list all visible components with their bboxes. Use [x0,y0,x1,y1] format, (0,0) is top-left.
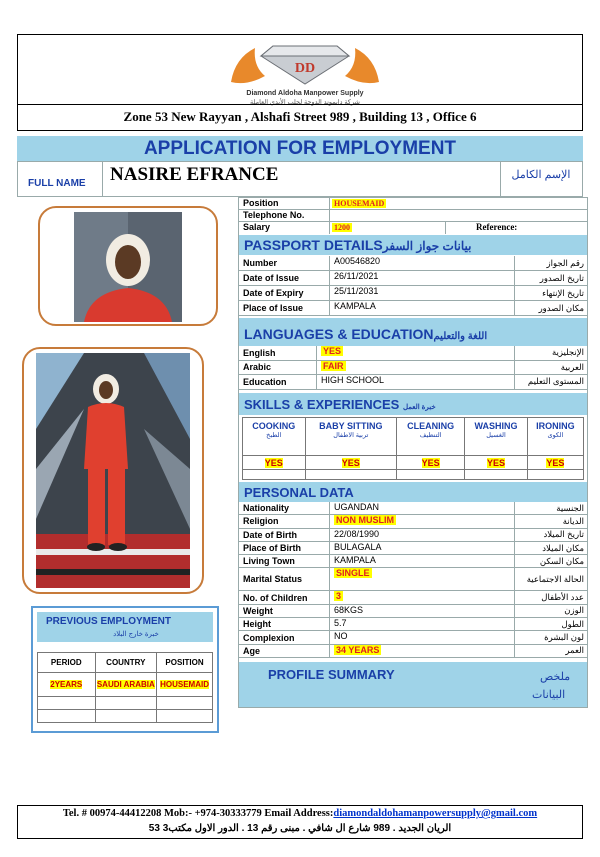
prev-period: 2YEARS [50,680,83,689]
skills-title [244,397,436,412]
skill-name-ar: الكوى [547,432,564,439]
skill-name-ar: التنظيف [419,432,442,439]
prev-position: HOUSEMAID [160,680,209,689]
skill-value: YES [341,457,360,468]
personal-value: 22/08/1990 [334,528,380,539]
passport-label-ar: تاريخ الصدور [539,272,584,283]
passport-value: A00546820 [334,256,381,266]
passport-label-ar: مكان الصدور [538,302,584,313]
personal-value: KAMPALA [334,555,376,566]
previous-employment-title-ar: خبرة خارج البلاد [113,631,159,638]
footer-address-ar: 53 الريان الجديد . 989 شارع ال شافي . مبنى رقم 13 . الدور الاول مكتب3 [148,823,452,834]
skill-name-ar: تربية الاطفال [333,432,369,439]
passport-label: Place of Issue [239,301,330,315]
skill-value: YES [264,457,283,468]
prev-header-position: POSITION [157,653,213,673]
company-logo [225,38,385,90]
personal-label-ar: تاريخ الميلاد [543,529,584,540]
personal-value: 5.7 [334,618,347,629]
personal-row [239,568,587,591]
personal-rows [239,502,587,658]
personal-row [239,542,587,555]
passport-label-ar: رقم الجواز [546,257,584,268]
personal-label: Age [239,645,330,657]
personal-value: UGANDAN [334,502,380,512]
personal-row [239,529,587,542]
skill-value: YES [546,457,565,468]
personal-value: SINGLE [336,568,370,579]
personal-row [239,631,587,644]
personal-row [239,555,587,568]
passport-label-ar: تاريخ الإنتهاء [542,287,584,298]
lang-row [239,346,587,361]
skill-header [465,418,528,456]
passport-value: KAMPALA [334,301,376,311]
skill-header [527,418,583,456]
top-fields [239,198,587,234]
prev-header-period: PERIOD [38,653,96,673]
company-name-ar: شركة دايموند الدوحة لجلب الأيدي العاملة [250,99,360,106]
skill-name: COOKING [252,421,296,431]
personal-value: NON MUSLIM [336,515,394,526]
passport-value: 26/11/2021 [334,271,379,281]
personal-value: NO [334,631,348,642]
skill-name: BABY SITTING [319,421,383,431]
page-title: APPLICATION FOR EMPLOYMENT [17,136,583,161]
personal-label: Marital Status [239,568,330,590]
passport-row [239,286,587,301]
company-name-en: Diamond Aldoha Manpower Supply [246,90,364,97]
full-body-photo [22,347,204,594]
lang-label-ar: العربية [560,361,584,372]
position-row [239,198,587,210]
skill-name: IRONING [536,421,575,431]
portrait-photo [38,206,218,326]
languages-rows [239,346,587,390]
full-name-label-divider [102,161,103,197]
personal-label-ar: مكان الميلاد [542,542,584,553]
passport-title [244,237,471,253]
lang-row [239,375,587,390]
skill-name-ar: الغسيل [486,432,506,439]
personal-row [239,502,587,515]
svg-text:DD: DD [294,61,316,76]
skill-value: YES [421,457,440,468]
full-name-ar: الإسم الكامل [511,169,571,181]
personal-row [239,618,587,631]
passport-row [239,301,587,316]
personal-row [239,591,587,604]
prev-header-country: COUNTRY [95,653,157,673]
personal-label: Complexion [239,631,330,643]
passport-rows [239,256,587,316]
skill-name-ar: الطبخ [266,432,282,439]
lang-label: English [239,346,317,360]
personal-value: 3 [336,591,342,602]
telephone-label: Telephone No. [239,210,330,221]
skill-name: WASHING [474,421,518,431]
profile-summary-title: PROFILE SUMMARY [268,667,395,682]
personal-row [239,605,587,618]
lang-value: HIGH SCHOOL [321,375,385,385]
personal-label-ar: لون البشرة [544,632,584,643]
lang-value: YES [323,346,342,356]
lang-row [239,361,587,376]
passport-row [239,256,587,271]
skills-table [242,417,584,480]
full-name-value: NASIRE EFRANCE [110,164,279,185]
skills-title-ar: خبرة العمل [402,404,436,411]
personal-value: 34 YEARS [336,644,380,655]
personal-label: Nationality [239,502,330,514]
salary-row [239,222,587,234]
telephone-row [239,210,587,222]
personal-value: BULAGALA [334,541,382,552]
languages-title-en: LANGUAGES & EDUCATION [244,326,434,342]
personal-label-ar: الوزن [564,605,584,616]
position-label: Position [239,198,330,209]
position-value: HOUSEMAID [334,199,385,208]
full-name-ar-box [500,161,501,197]
personal-label-ar: الديانة [562,515,584,526]
personal-title: PERSONAL DATA [244,485,354,500]
footer-phone: Tel. # 00974-44412208 Mob:- +974-30333779 Email Address: [62,808,334,819]
personal-label: Height [239,618,330,630]
personal-value: 68KGS [334,604,364,615]
passport-title-en: PASSPORT DETAILS [244,237,383,253]
passport-label: Date of Issue [239,271,330,285]
profile-summary-ar2: البيانات [532,689,566,701]
salary-label: Salary [239,222,330,234]
languages-title-ar: اللغة والتعليم [433,331,488,342]
previous-employment-title: PREVIOUS EMPLOYMENT [46,616,172,627]
full-name-label: FULL NAME [28,178,86,189]
languages-title [244,326,487,342]
personal-label-ar: عدد الأطفال [541,592,584,603]
personal-label-ar: مكان السكن [539,555,584,566]
personal-label-ar: الحالة الاجتماعية [526,573,584,584]
lang-label: Arabic [239,361,317,375]
personal-row [239,515,587,528]
passport-value: 25/11/2031 [334,286,379,296]
personal-label: Living Town [239,555,330,567]
personal-row [239,645,587,658]
personal-label: Religion [239,515,330,527]
skill-value: YES [487,457,506,468]
profile-summary-ar1: ملخص [540,671,571,683]
footer-contact [17,808,583,819]
reference-label: Reference: [476,222,518,232]
personal-label: No. of Children [239,591,330,603]
passport-label: Number [239,256,330,270]
personal-label-ar: العمر [565,645,584,656]
lang-value: FAIR [323,360,344,371]
personal-label-ar: الجنسية [556,502,584,513]
skill-header [243,418,306,456]
personal-label: Weight [239,605,330,617]
prev-country: SAUDI ARABIA [96,680,155,689]
skills-title-en: SKILLS & EXPERIENCES [244,397,400,412]
personal-label-ar: الطول [561,618,584,629]
address-text: Zone 53 New Rayyan , Alshafi Street 989 , Building 13 , Office 6 [123,109,477,124]
personal-label: Date of Birth [239,529,330,541]
passport-title-ar: بيانات جواز السفر [382,239,472,253]
lang-label: Education [239,375,317,389]
lang-label-ar: المستوى التعليم [527,376,584,387]
salary-value: 1200 [334,223,350,232]
lang-label-ar: الإنجليزية [551,347,584,358]
passport-row [239,271,587,286]
personal-label: Place of Birth [239,542,330,554]
footer-email-link[interactable]: diamondaldohamanpowersupply@gmail.com [333,808,538,819]
passport-label: Date of Expiry [239,286,330,300]
previous-employment-table [37,652,213,723]
skill-name: CLEANING [407,421,455,431]
skill-header [397,418,465,456]
skill-header [305,418,396,456]
